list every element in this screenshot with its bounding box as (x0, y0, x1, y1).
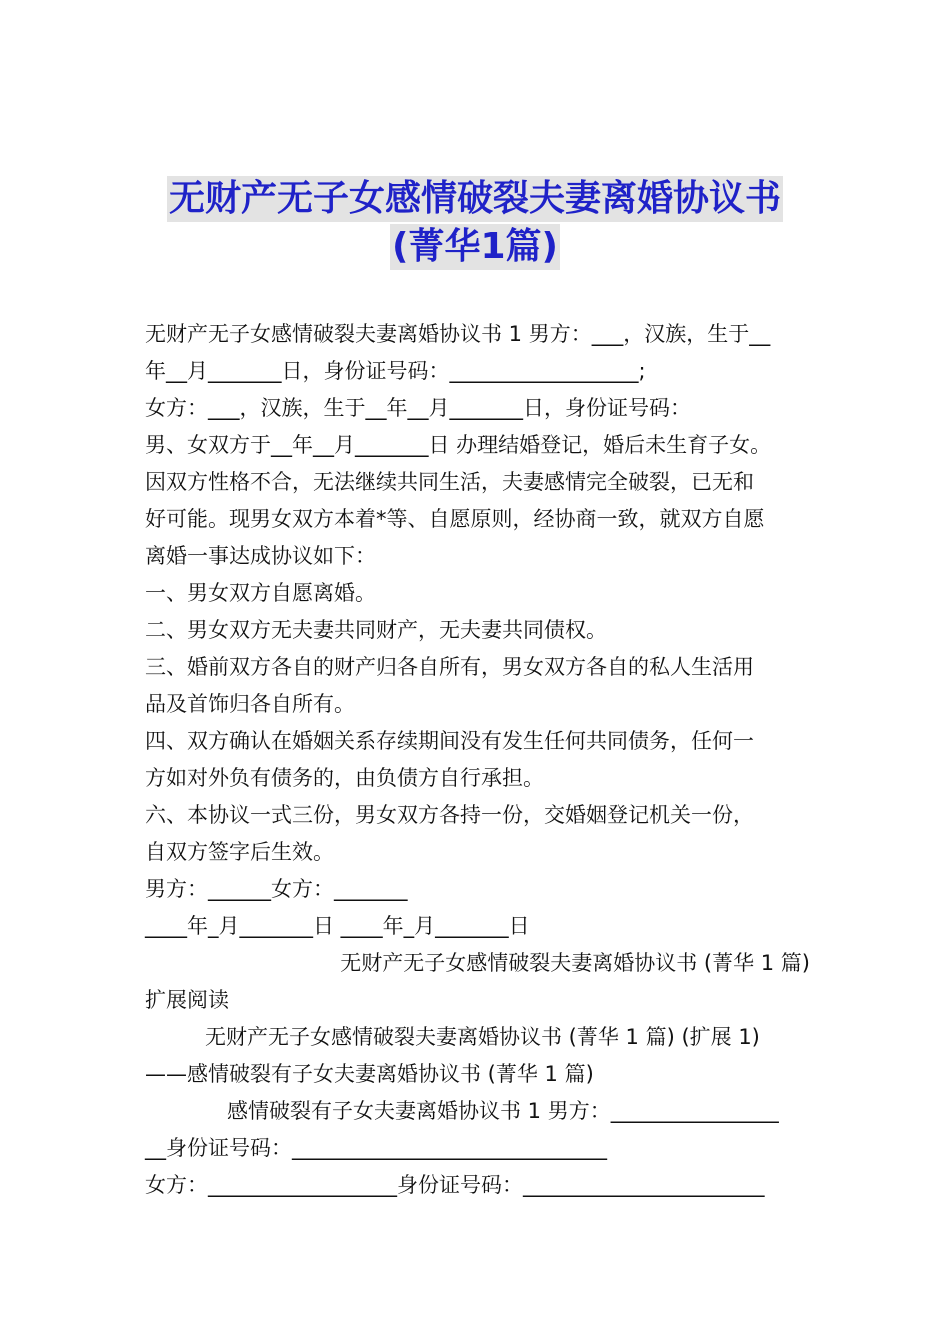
title-line-1: 无财产无子女感情破裂夫妻离婚协议书 (167, 176, 783, 222)
signature-line: 男方：______女方：_______ (145, 877, 408, 901)
clause-3-cont: 品及首饰归各自所有。 (145, 692, 355, 716)
body-line: 女方：___，汉族，生于__年__月_______日，身份证号码： (145, 396, 691, 420)
clause-3: 三、婚前双方各自的财产归各自所有，男女双方各自的私人生活用 (145, 655, 754, 679)
right-aligned-title: 无财产无子女感情破裂夫妻离婚协议书 (菁华 1 篇) (340, 951, 810, 975)
extended-body-line: 女方：__________________身份证号码：_______________________ (145, 1173, 765, 1197)
clause-4: 四、双方确认在婚姻关系存续期间没有发生任何共同债务，任何一 (145, 729, 754, 753)
clause-6-cont: 自双方签字后生效。 (145, 840, 334, 864)
body-line: 因双方性格不合，无法继续共同生活，夫妻感情完全破裂，已无和 (145, 470, 754, 494)
extended-body-line: 感情破裂有子女夫妻离婚协议书 1 男方：________________ (227, 1099, 779, 1123)
clause-6: 六、本协议一式三份，男女双方各持一份，交婚姻登记机关一份， (145, 803, 754, 827)
body-line: 男、女双方于__年__月_______日 办理结婚登记，婚后未生育子女。 (145, 433, 772, 457)
extended-reading-heading: 扩展阅读 (145, 988, 229, 1012)
body-line: 好可能。现男女双方本着*等、自愿原则，经协商一致，就双方自愿 (145, 507, 765, 531)
extended-body-line: __身份证号码：______________________________ (145, 1136, 607, 1160)
extended-title: 无财产无子女感情破裂夫妻离婚协议书 (菁华 1 篇) (扩展 1) (205, 1025, 760, 1049)
document-title (0, 176, 950, 270)
body-line: 无财产无子女感情破裂夫妻离婚协议书 1 男方：___，汉族，生于__ (145, 322, 771, 346)
extended-subtitle: ——感情破裂有子女夫妻离婚协议书 (菁华 1 篇) (145, 1062, 594, 1086)
clause-1: 一、男女双方自愿离婚。 (145, 581, 376, 605)
title-line-2: (菁华1篇) (390, 224, 560, 270)
clause-4-cont: 方如对外负有债务的，由负债方自行承担。 (145, 766, 544, 790)
body-line: 年__月_______日，身份证号码：__________________; (145, 359, 646, 383)
body-line: 离婚一事达成协议如下： (145, 544, 376, 568)
clause-2: 二、男女双方无夫妻共同财产，无夫妻共同债权。 (145, 618, 607, 642)
document-body (145, 316, 825, 1204)
date-line: ____年_月_______日 ____年_月_______日 (145, 914, 530, 938)
